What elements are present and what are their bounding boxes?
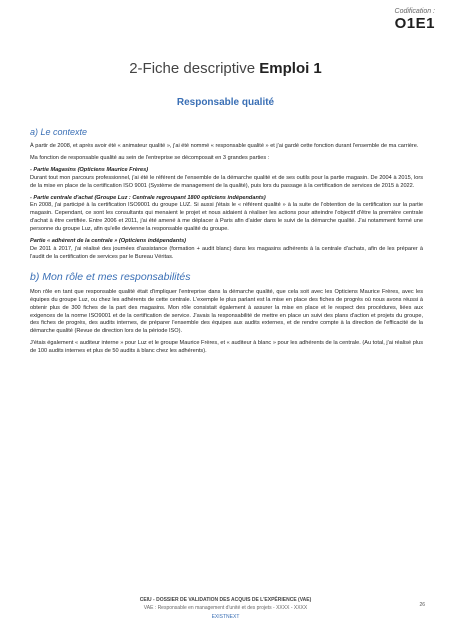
- codification-block: [395, 8, 435, 32]
- page-title-prefix: 2-Fiche descriptive: [129, 60, 260, 77]
- subheading-adherent: Partie « adhérent de la centrale » (Opticiens indépendants): [30, 238, 187, 245]
- subheading-magasins: - Partie Magasins (Opticiens Maurice Frères): [30, 166, 149, 173]
- page-number: 26: [419, 602, 425, 608]
- paragraph: Durant tout mon parcours professionnel, j'ai été le référent de l'ensemble de la démarche qualité et de ses outils pour la partie magasin. De 2004 à 2015, lors de la mise en place de la certification ISO 9001 (Système de management de la qualité), puis lors du passage à la certification de services de 2015 à 2022.: [30, 174, 423, 189]
- paragraph: En 2008, j'ai participé à la certification ISO9001 du groupe LUZ. Si aussi j'étais le « référent qualité » à la suite de l'obtention de la certification sur la partie magasin. Cependant, ce sont les consultants qui menaient le projet et nous aidaient à réaliser les actions pour atteindre l'objectif d'être la première centrale d'achat à être certifiée. Entre 2006 et 2011, j'ai été amené à me déplacer à Paris afin d'aider dans le suivi de la démarche qualité. J'ai notamment formé une personne du groupe Luz, afin qu'elle devienne la responsable qualité du groupe.: [30, 202, 423, 233]
- section-context-title: a) Le contexte: [30, 127, 88, 137]
- page-footer: [0, 597, 451, 620]
- footer-line: VAE : Responsable en management d'unité et des projets - XXXX - XXXX: [143, 605, 308, 611]
- codification-label: Codification :: [394, 8, 435, 15]
- document-body: [30, 125, 423, 360]
- section-role-title: b) Mon rôle et mes responsabilités: [30, 270, 191, 283]
- paragraph: Ma fonction de responsable qualité au sein de l'entreprise se décomposait en 3 grandes parties :: [30, 154, 270, 161]
- paragraph: Mon rôle en tant que responsable qualité était d'impliquer l'entreprise dans la démarche qualité, que cela soit avec les Opticiens Maurice Frères, avec les équipes du groupe Luz, ou chez les adhérents de cette centrale. L'exemple le plus parlant est la mise en place des fiches de progrès où nous avons réussi à obtenir plus de 300 fiches de la part des magasins. Mon rôle consistait également à assurer la mise en place et le respect des procédures, liées aux exigences de la norme ISO9001 et de la certification de service. J'avais la responsabilité de mettre en place un suivi des plans d'action et projets du groupe, des fiches de progrès, des audits internes, de préparer l'ensemble des équipes aux audits externes, et de rendre compte à la direction de l'efficacité de la démarche qualité (Revue de direction lors de la période ISO).: [30, 288, 423, 335]
- page-subtitle: Responsable qualité: [176, 97, 275, 108]
- paragraph: J'étais également « auditeur interne » pour Luz et le groupe Maurice Frères, et « auditeur à blanc » pour les adhérents de la centrale. (Au total, j'ai réalisé plus de 100 audits internes et plus de 50 audits à blanc chez les adhérents).: [30, 340, 423, 355]
- subheading-centrale: - Partie centrale d'achat (Groupe Luz : Centrale regroupant 1800 opticiens indépendants): [30, 194, 266, 201]
- paragraph: De 2011 à 2017, j'ai réalisé des journées d'assistance (formation + audit blanc) dans les magasins adhérents à la centrale d'achats, afin de les préparer à l'audit de la certification de services par le Bureau Véritas.: [30, 245, 423, 260]
- codification-code: O1E1: [394, 15, 435, 32]
- page-title-bold: Emploi 1: [259, 60, 322, 77]
- paragraph: À partir de 2008, et après avoir été « animateur qualité », j'ai été nommé « responsable qualité » et j'ai gardé cette fonction durant l'ensemble de ma carrière.: [30, 143, 419, 149]
- footer-brand: EXISTNEXT: [211, 614, 240, 620]
- page-title: [0, 60, 451, 77]
- footer-line: CEIU - DOSSIER DE VALIDATION DES ACQUIS DE L'EXPÉRIENCE (VAE): [139, 597, 312, 603]
